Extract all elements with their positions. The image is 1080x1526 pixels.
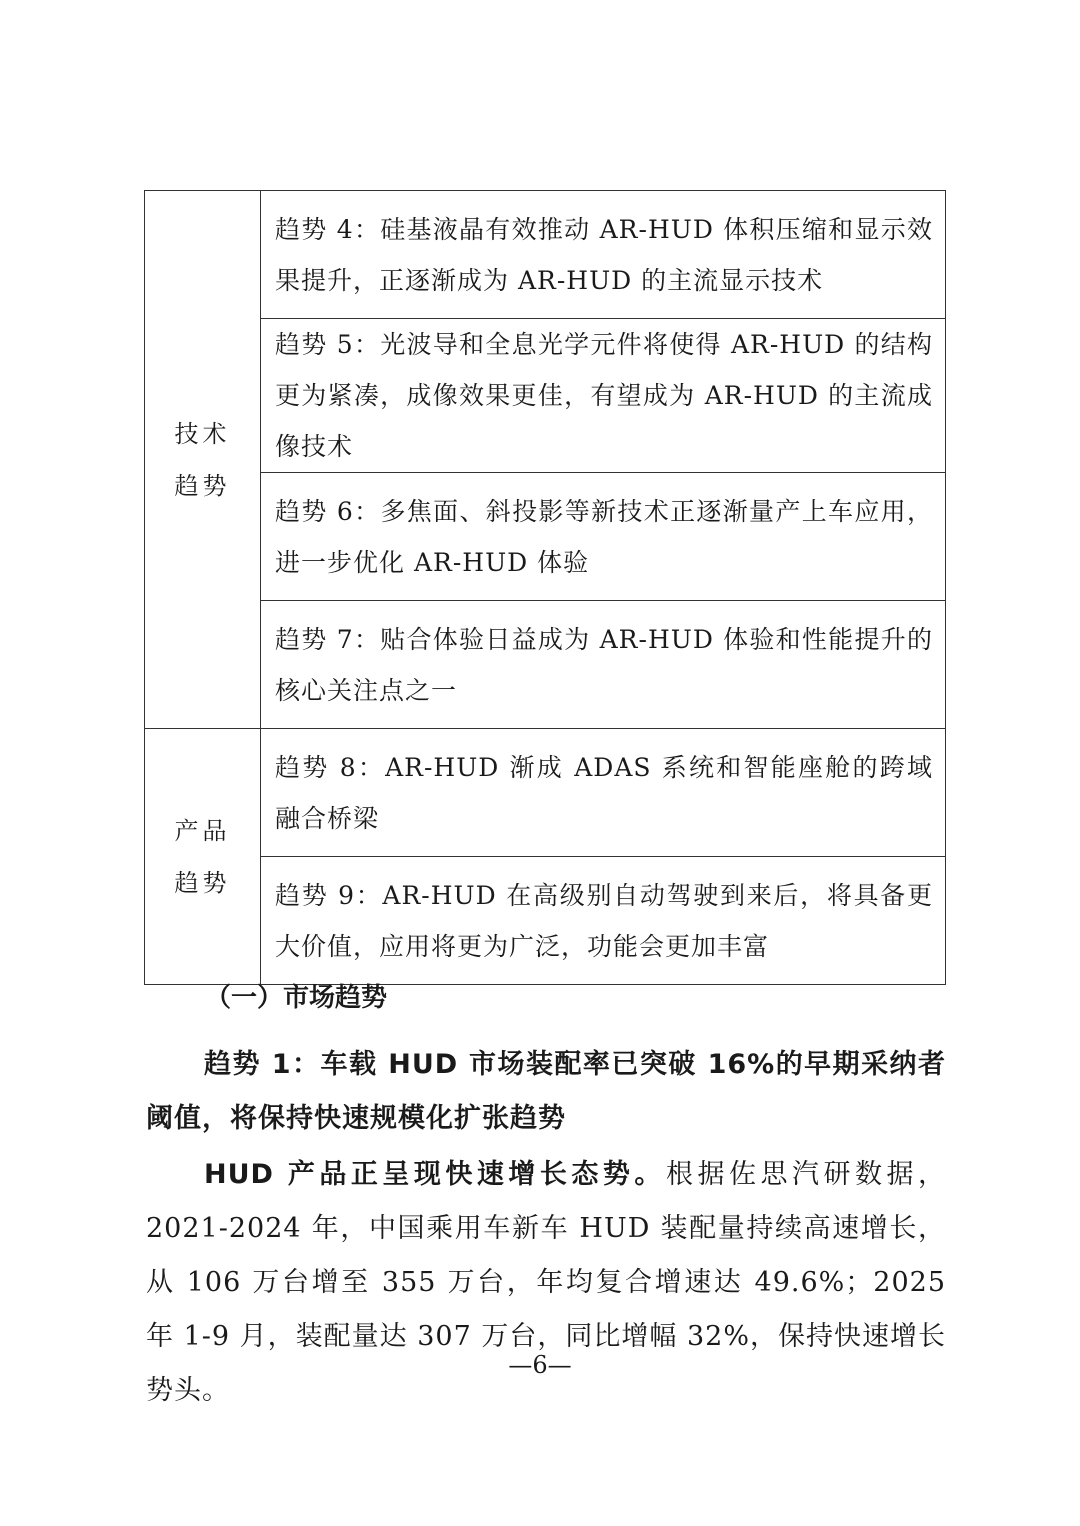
trend-cell: 趋势 9：AR-HUD 在高级别自动驾驶到来后，将具备更大价值，应用将更为广泛，功能会更加丰富 <box>261 857 946 985</box>
table-row <box>145 319 946 473</box>
page-number: —6— <box>508 1351 572 1379</box>
trend-cell: 趋势 7：贴合体验日益成为 AR-HUD 体验和性能提升的核心关注点之一 <box>261 601 946 729</box>
trend-table <box>144 190 946 985</box>
category-label: 技术 <box>174 419 231 448</box>
table-row <box>145 191 946 319</box>
category-label: 趋势 <box>174 868 231 897</box>
category-cell-product <box>145 729 261 985</box>
trend-cell: 趋势 6：多焦面、斜投影等新技术正逐渐量产上车应用，进一步优化 AR-HUD 体验 <box>261 473 946 601</box>
trend-heading: 趋势 1：车载 HUD 市场装配率已突破 16%的早期采纳者阈值，将保持快速规模化扩张趋势 <box>146 1049 946 1134</box>
table-row <box>145 729 946 857</box>
category-label: 产品 <box>174 816 231 845</box>
trend-cell: 趋势 8：AR-HUD 渐成 ADAS 系统和智能座舱的跨域融合桥梁 <box>261 729 946 857</box>
table-row <box>145 857 946 985</box>
paragraph-text: 根据佐思汽研数据，2021-2024 年，中国乘用车新车 HUD 装配量持续高速增长，从 106 万台增至 355 万台，年均复合增速达 49.6%；2025 年 1-9 月，装配量达 307 万台，同比增幅 32%，保持快速增长势头。 <box>146 1159 946 1406</box>
table-row <box>145 601 946 729</box>
category-label: 趋势 <box>174 471 231 500</box>
table-row <box>145 473 946 601</box>
paragraph-lead: HUD 产品正呈现快速增长态势。 <box>204 1159 666 1190</box>
trend-cell: 趋势 4：硅基液晶有效推动 AR-HUD 体积压缩和显示效果提升，正逐渐成为 AR-HUD 的主流显示技术 <box>261 191 946 319</box>
category-cell-tech <box>145 191 261 729</box>
trend-cell: 趋势 5：光波导和全息光学元件将使得 AR-HUD 的结构更为紧凑，成像效果更佳，有望成为 AR-HUD 的主流成像技术 <box>261 319 946 473</box>
section-heading: （一）市场趋势 <box>205 983 388 1013</box>
